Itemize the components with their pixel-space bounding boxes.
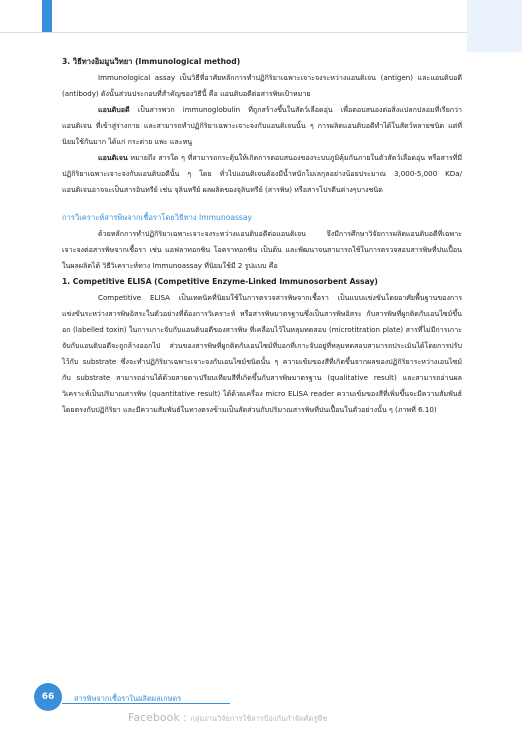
watermark-text: กลุ่มงานวิจัยการใช้สารป้องกันกำจัดศัตรูพืช bbox=[190, 714, 328, 723]
subheading-competitive-elisa: 1. Competitive ELISA (Competitive Enzyme-Linked Immunosorbent Assay) bbox=[62, 277, 378, 286]
footer-underline bbox=[62, 703, 230, 704]
paragraph-immunoassay-intro: ด้วยหลักการทำปฏิกิริยาเฉพาะเจาะจงระหว่างแอนติบอดีต่อแอนติเจน จึงมีการศึกษาวิจัยการผลิตแอนติบอดีที่เฉพาะเจาะจงต่อสารพิษจากเชื้อรา เช่น แอฟลาทอกซิน โอคราทอกซิน เป็นต้น และพัฒนาจนสามารถใช้ในการตรวจสอบสารพิษที่ปนเปื้อนในผลผลิตได้ วิธีวิเคราะห์ทาง Immunoassay ที่นิยมใช้มี 2 รูปแบบ คือ bbox=[62, 229, 462, 270]
section-heading-immunoassay-analysis: การวิเคราะห์สารพิษจากเชื้อราโดยวิธีทาง Immunoassay bbox=[62, 213, 253, 222]
antibody-definition: เป็นสารพวก immunoglobulin ที่ถูกสร้างขึ้นในสัตว์เลือดอุ่น เพื่อตอบสนองต่อสิ่งแปลกปลอมที่เรียกว่าแอนติเจน ที่เข้าสู่ร่างกาย และสามารถทำปฏิกิริยาเฉพาะเจาะจงกับแอนติเจนนั้น ๆ การผลิตแอนติบอดีทำได้ในสัตว์หลายชนิด แต่ที่นิยมใช้กันมาก ได้แก่ กระต่าย แพะ และหนู bbox=[62, 105, 462, 146]
term-antigen: แอนติเจน bbox=[98, 153, 128, 162]
paragraph-immunological-assay: Immunological assay เป็นวิธีที่อาศัยหลักการทำปฏิกิริยาเฉพาะเจาะจงระหว่างแอนติเจน (antigen) และแอนติบอดี (antibody) ดังนั้นส่วนประกอบที่สำคัญของวิธีนี้ คือ แอนติบอดีต่อสารพิษเป้าหมาย bbox=[62, 73, 462, 98]
header-corner-tab bbox=[467, 0, 522, 52]
header-accent-stripe bbox=[42, 0, 52, 32]
page-number-badge: 66 bbox=[34, 683, 62, 711]
antigen-definition: หมายถึง สารใด ๆ ที่สามารถกระตุ้นให้เกิดการตอบสนองของระบบภูมิคุ้มกันภายในตัวสัตว์เลือดอุ่น หรือสารที่มีปฏิกิริยาเฉพาะเจาะจงกับแอนติบอดีนั้น ๆ โดย ทั่วไปแอนติเจนต้องมีน้ำหนักโมเลกุลอย่างน้อยประมาณ 3,000-5,000 KDa/ แอนติเจนอาจจะเป็นสารอินทรีย์ เช่น จุลินทรีย์ ผลผลิตของจุลินทรีย์ (สารพิษ) หรือสารโปรตีนต่างๆบางชนิด bbox=[62, 153, 462, 194]
paragraph-antibody bbox=[62, 102, 462, 150]
footer-book-title: สารพิษจากเชื้อราในผลิตผลเกษตร bbox=[74, 694, 182, 703]
watermark-prefix: Facebook : bbox=[128, 711, 191, 724]
page-header-bar bbox=[0, 0, 522, 33]
page-content bbox=[62, 54, 462, 418]
paragraph-competitive-elisa: Competitive ELISA เป็นเทคนิคที่นิยมใช้ในการตรวจสารพิษจากเชื้อรา เป็นแบบแข่งขันโดยอาศัยพื้นฐานของการแข่งขันระหว่างสารพิษอิสระในตัวอย่างที่ต้องการวิเคราะห์ หรือสารพิษมาตรฐานซึ่งเป็นสารพิษอิสระ กับสารพิษที่ผูกติดกับเอนไซม์ขึ้นอก (labelled toxin) ในการเกาะจับกับแอนติบอดีของสารพิษ ที่เคลือบไว้ในหลุมทดสอบ (microtitration plate) สารที่ไม่มีการเกาะจับกับแอนติบอดีจะถูกล้างออกไป ส่วนของสารพิษที่ผูกติดกับเอนไซม์ที่บอกที่เกาะจับอยู่ที่หลุมทดสอบสามารถประเมินได้โดยการปรับไว้กับ substrate ซึ่งจะทำปฏิกิริยาเฉพาะเจาะจงกับเอนไซม์ชนิดนั้น ๆ ความเข้มของสีที่เกิดขึ้นจากผลของปฏิกิริยาระหว่างเอนไซม์กับ substrate สามารถอ่านได้ด้วยสายตาเปรียบเทียบสีที่เกิดขึ้นกับสารพิษมาตรฐาน (qualitative result) และสามารถอ่านผลวิเคราะห์เป็นปริมาณสารพิษ (quantitative result) ได้ด้วยเครื่อง micro ELISA reader ความเข้มของสีที่เพิ่มขึ้นจะมีความสัมพันธ์โดยตรงกับปฏิกิริยา และมีความสัมพันธ์ในทางตรงข้ามเป็นสัดส่วนกับปริมาณสารพิษที่ปนเปื้อนในตัวอย่างนั้น ๆ (ภาพที่ 6.10) bbox=[62, 293, 462, 414]
paragraph-antigen bbox=[62, 150, 462, 198]
section-heading-immunological: 3. วิธีทางอิมมูนวิทยา (Immunological method) bbox=[62, 57, 241, 66]
facebook-watermark bbox=[128, 711, 327, 725]
term-antibody: แอนติบอดี bbox=[98, 105, 130, 114]
